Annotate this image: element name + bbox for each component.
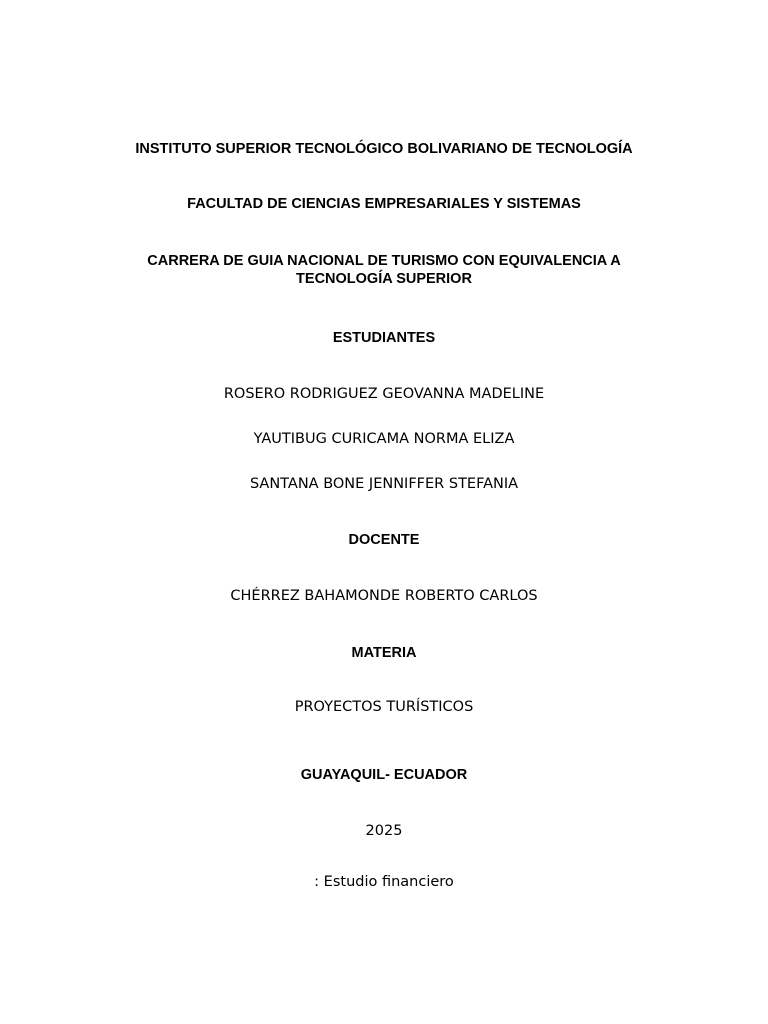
student-name: YAUTIBUG CURICAMA NORMA ELIZA xyxy=(253,431,515,447)
career-name: CARRERA DE GUIA NACIONAL DE TURISMO CON EQUIVALENCIA A TECNOLOGÍA SUPERIOR xyxy=(147,253,621,287)
subject-heading: MATERIA xyxy=(351,645,417,661)
institute-name: INSTITUTO SUPERIOR TECNOLÓGICO BOLIVARIANO DE TECNOLOGÍA xyxy=(135,141,633,157)
student-name: ROSERO RODRIGUEZ GEOVANNA MADELINE xyxy=(223,386,545,402)
student-name: SANTANA BONE JENNIFFER STEFANIA xyxy=(249,476,519,492)
students-heading: ESTUDIANTES xyxy=(332,330,436,346)
teacher-heading: DOCENTE xyxy=(348,532,420,548)
document-topic: : Estudio financiero xyxy=(314,874,454,890)
year: 2025 xyxy=(365,823,403,839)
location: GUAYAQUIL- ECUADOR xyxy=(300,767,468,783)
subject-name: PROYECTOS TURÍSTICOS xyxy=(294,699,474,715)
teacher-name: CHÉRREZ BAHAMONDE ROBERTO CARLOS xyxy=(230,588,538,604)
faculty-name: FACULTAD DE CIENCIAS EMPRESARIALES Y SISTEMAS xyxy=(187,196,581,212)
